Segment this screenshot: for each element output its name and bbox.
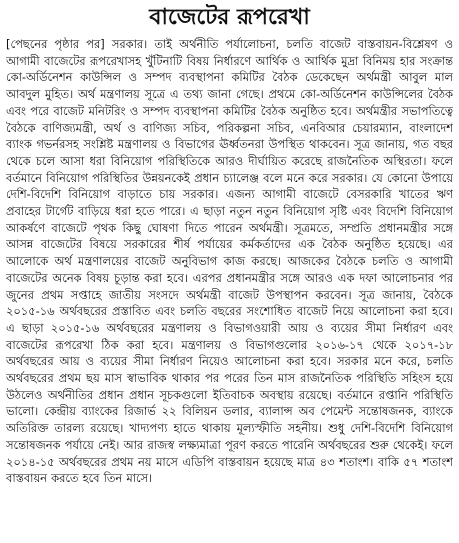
article-headline: বাজেটের রূপরেখা xyxy=(149,5,310,30)
article-body: [পেছনের পৃষ্ঠার পর] সরকার। তাই অর্থনীতি পর্যালোচনা, চলতি বাজেট বাস্তবায়ন-বিশ্লেষণ ও আগামী বাজেটের রূপরেখাসহ খুঁটিনাটি বিষয় নির্ধারণে আর্থিক ও আর্থিক মুদ্রা বিনিময় হার সংক্রান্ত কো-অর্ডিনেশন কাউন্সিল ও সম্পদ ব্যবস্থাপনা কমিটির বৈঠক ডেকেছেন অর্থমন্ত্রী আবুল মাল আবদুল মুহিত। অর্থ মন্ত্রণালয় সূত্রে এ তথ্য জানা গেছে। প্রথমে কো-অর্ডিনেশন কাউন্সিলের বৈঠক এবং পরে বাজেট মনিটরিং ও সম্পদ ব্যবস্থাপনা কমিটির বৈঠক অনুষ্ঠিত হবে। অর্থমন্ত্রীর সভাপতিত্বে বৈঠকে বাণিজ্যমন্ত্রী, অর্থ ও বাণিজ্য সচিব, পরিকল্পনা সচিব, এনবিআর চেয়ারম্যান, বাংলাদেশ ব্যাংক গভর্নরসহ সংশ্লিষ্ট মন্ত্রণালয় ও বিভাগের ঊর্ধ্বতনরা উপস্থিত থাকবেন। সূত্র জানায়, গত বছর থেকে চলে আসা ধরা বিনিয়োগ পরিস্থিতিকে আরও দীর্ঘায়িত করেছে রাজনৈতিক অস্থিরতা। ফলে বর্তমানে বিনিয়োগ পরিস্থিতির উন্নয়নকেই প্রধান চ্যালেঞ্জ বলে মনে করে সরকার। যে কোনো উপায়ে দেশি-বিদেশি বিনিয়োগ বাড়াতে চায় সরকার। এজন্য আগামী বাজেটে বেসরকারি খাতের ঋণ প্রবাহের টার্গেট বাড়িয়ে ধরা হতে পারে। এ ছাড়া নতুন নতুন বিনিয়োগ সৃষ্টি এবং বিদেশি বিনিয়োগ আকর্ষণে বাজেটে পৃথক কিছু ঘোষণা দিতে পারেন অর্থমন্ত্রী। সূত্রমতে, সম্প্রতি প্রধানমন্ত্রীর সঙ্গে আসন্ন বাজেটের বিষয়ে সরকারের শীর্ষ পর্যায়ের কর্মকর্তাদের এক বৈঠক অনুষ্ঠিত হয়েছে। এর আলোকে অর্থ মন্ত্রণালয়ের বাজেট অনুবিভাগ কাজ করছে। আজকের বৈঠকে চলতি ও আগামী বাজেটের অনেক বিষয় চূড়ান্ত করা হবে। এরপর প্রধানমন্ত্রীর সঙ্গে আরও এক দফা আলোচনার পর জুনের প্রথম সপ্তাহে জাতীয় সংসদে অর্থমন্ত্রী বাজেট উপস্থাপন করবেন। সূত্র জানায়, বৈঠকে ২০১৫-১৬ অর্থবছরের প্রস্তাবিত এবং চলতি বছরের সংশোধিত বাজেট নিয়ে আলোচনা করা হবে। এ ছাড়া ২০১৫-১৬ অর্থবছরের মন্ত্রণালয় ও বিভাগওয়ারী আয় ও ব্যয়ের সীমা নির্ধারণ এবং বাজেটের রূপরেখা ঠিক করা হবে। মন্ত্রণালয় ও বিভাগগুলোর ২০১৬-১৭ থেকে ২০১৭-১৮ অর্থবছরের আয় ও ব্যয়ের সীমা নির্ধারণ নিয়েও আলোচনা করা হবে। সরকার মনে করে, চলতি অর্থবছরের প্রথম ছয় মাস স্বাভাবিক থাকার পর পরের তিন মাস রাজনৈতিক পরিস্থিতি সহিংস হয়ে উঠলেও অর্থনীতির প্রধান প্রধান সূচকগুলো ইতিবাচক অবস্থায় রয়েছে। বর্তমানে রপ্তানি পরিস্থিতি ভালো। কেন্দ্রীয় ব্যাংকের রিজার্ভ ২২ বিলিয়ন ডলার, ব্যালান্স অব পেমেন্ট সন্তোষজনক, ব্যাংকে অতিরিক্ত তারল্য রয়েছে। খাদ্যপণ্য হাতে থাকায় মূল্যস্ফীতি সহনীয়। শুধু দেশি-বিদেশি বিনিয়োগ সন্তোষজনক পর্যায়ে নেই। আর রাজস্ব লক্ষ্যমাত্রা পূরণ করতে পারেনি অর্থবছরের শুরু থেকেই। ফলে ২০১৪-১৫ অর্থবছরের প্রথম নয় মাসে এডিপি বাস্তবায়ন হয়েছে মাত্র ৪৩ শতাংশ। বাকি ৫৭ শতাংশ বাস্তবায়ন করতে হবে তিন মাসে। xyxy=(6,37,453,486)
